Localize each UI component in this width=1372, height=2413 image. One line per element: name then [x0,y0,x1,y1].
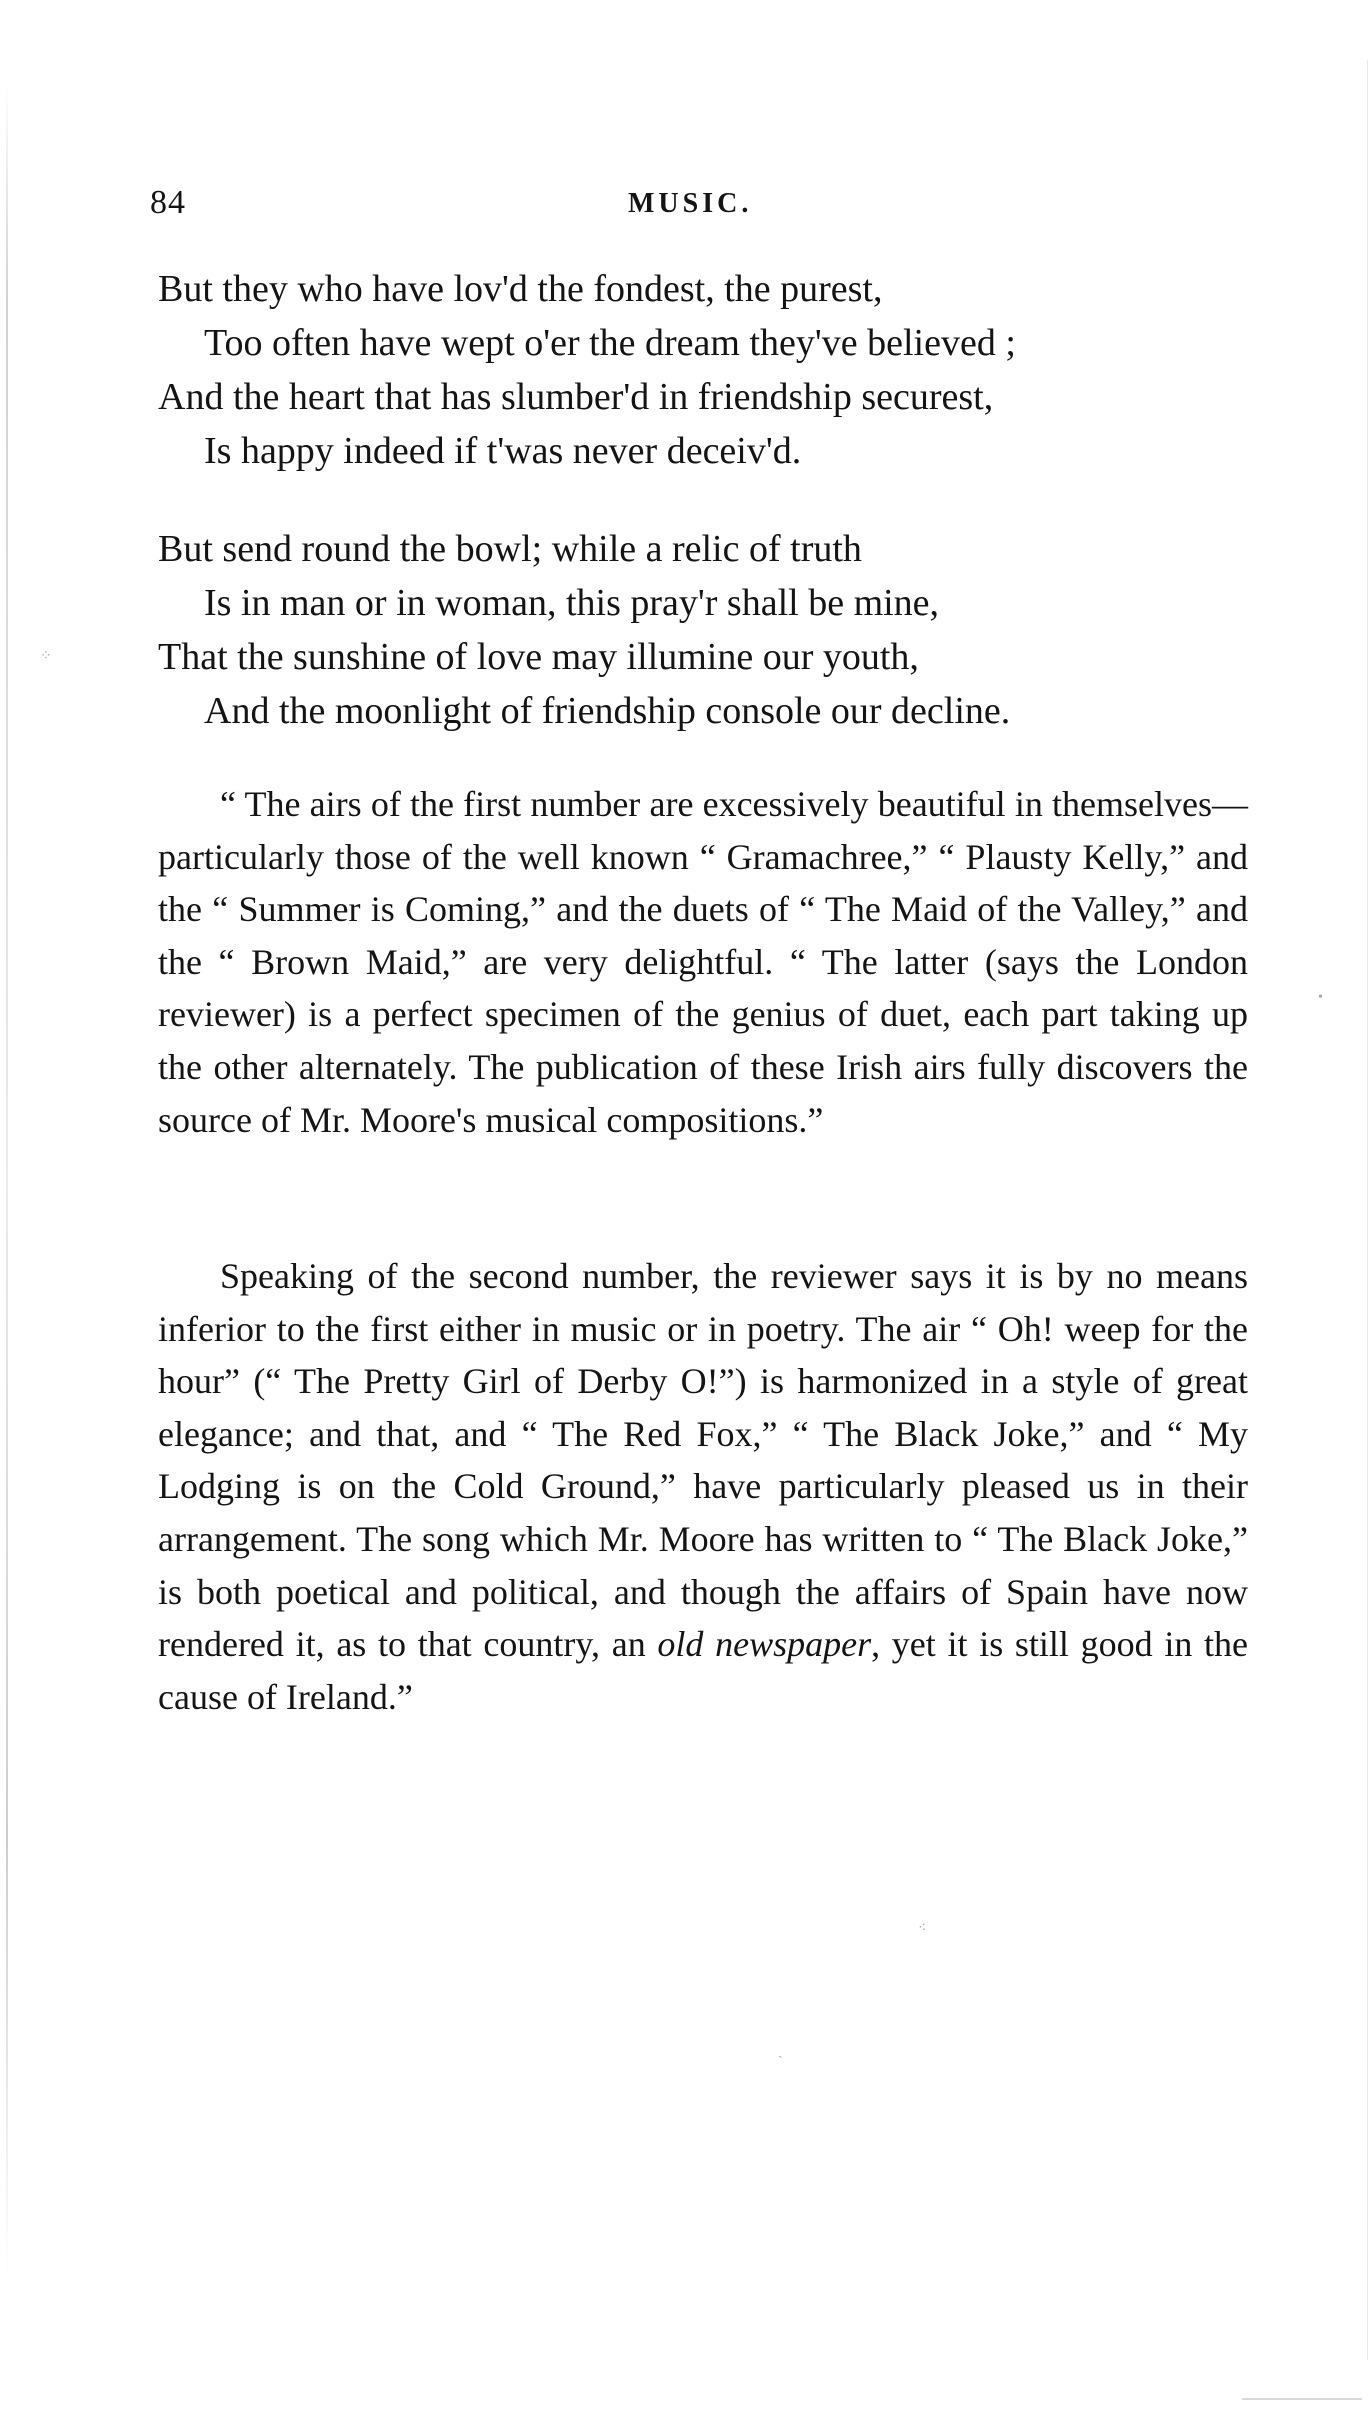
scan-edge-left [6,80,8,2280]
verse-line: Is in man or in woman, this pray'r shall be mine, [204,582,940,624]
scan-bottom-mark [1242,2398,1362,2400]
paragraph-text: “ The airs of the first number are excessively beautiful in themselves—particularly those of the well known “ Gramachree,” “ Plausty Kelly,” and the “ Summer is Coming,” and the duets of “ The Maid of the Valley,” and the “ Brown Maid,” are very delightful. “ The latter (says the London reviewer) is a perfect specimen of the genius of duet, each part taking up the other alternately. The publication of these Irish airs fully discovers the source of Mr. Moore's musical compositions.” [158,784,1248,1140]
page-number: 84 [150,184,186,221]
prose-paragraph-2 [158,1250,1248,1723]
paragraph-text-part: , yet it is still good in the cause of Ireland.” [158,1624,1249,1717]
verse-line: And the moonlight of friendship console our decline. [204,690,1011,732]
verse-line: Too often have wept o'er the dream they've believed ; [204,322,1016,364]
scan-speck: ⁖ [918,1921,927,1936]
scan-speck: • [1318,990,1323,1005]
verse-line: But they who have lov'd the fondest, the purest, [158,268,883,310]
verse-stanza-1 [158,262,1258,478]
page-header [150,184,1250,234]
scan-speck: ⁘ [40,649,52,664]
verse-line: Is happy indeed if t'was never deceiv'd. [204,430,802,472]
prose-paragraph-1 [158,778,1248,1146]
paragraph-text [158,1250,1248,1723]
paragraph-text-part: Speaking of the second number, the reviewer says it is by no means inferior to the first either in music or in poetry. The air “ Oh! weep for the hour” (“ The Pretty Girl of Derby O!”) is harmonized in a style of great elegance; and that, and “ The Red Fox,” “ The Black Joke,” and “ My Lodging is on the Cold Ground,” have particularly pleased us in their arrangement. The song which Mr. Moore has written to “ The Black Joke,” is both poetical and political, and though the affairs of Spain have now rendered it, as to that country, an [158,1256,1248,1665]
verse-line: That the sunshine of love may illumine our youth, [158,636,919,678]
italic-phrase: old newspaper [657,1624,872,1665]
verse-stanza-2 [158,522,1258,738]
verse-line: And the heart that has slumber'd in friendship securest, [158,376,994,418]
running-head: MUSIC. [628,188,753,219]
scan-edge-right [1367,60,1368,2360]
verse-line: But send round the bowl; while a relic of truth [158,528,862,570]
scan-speck: ˏ [778,2044,783,2059]
